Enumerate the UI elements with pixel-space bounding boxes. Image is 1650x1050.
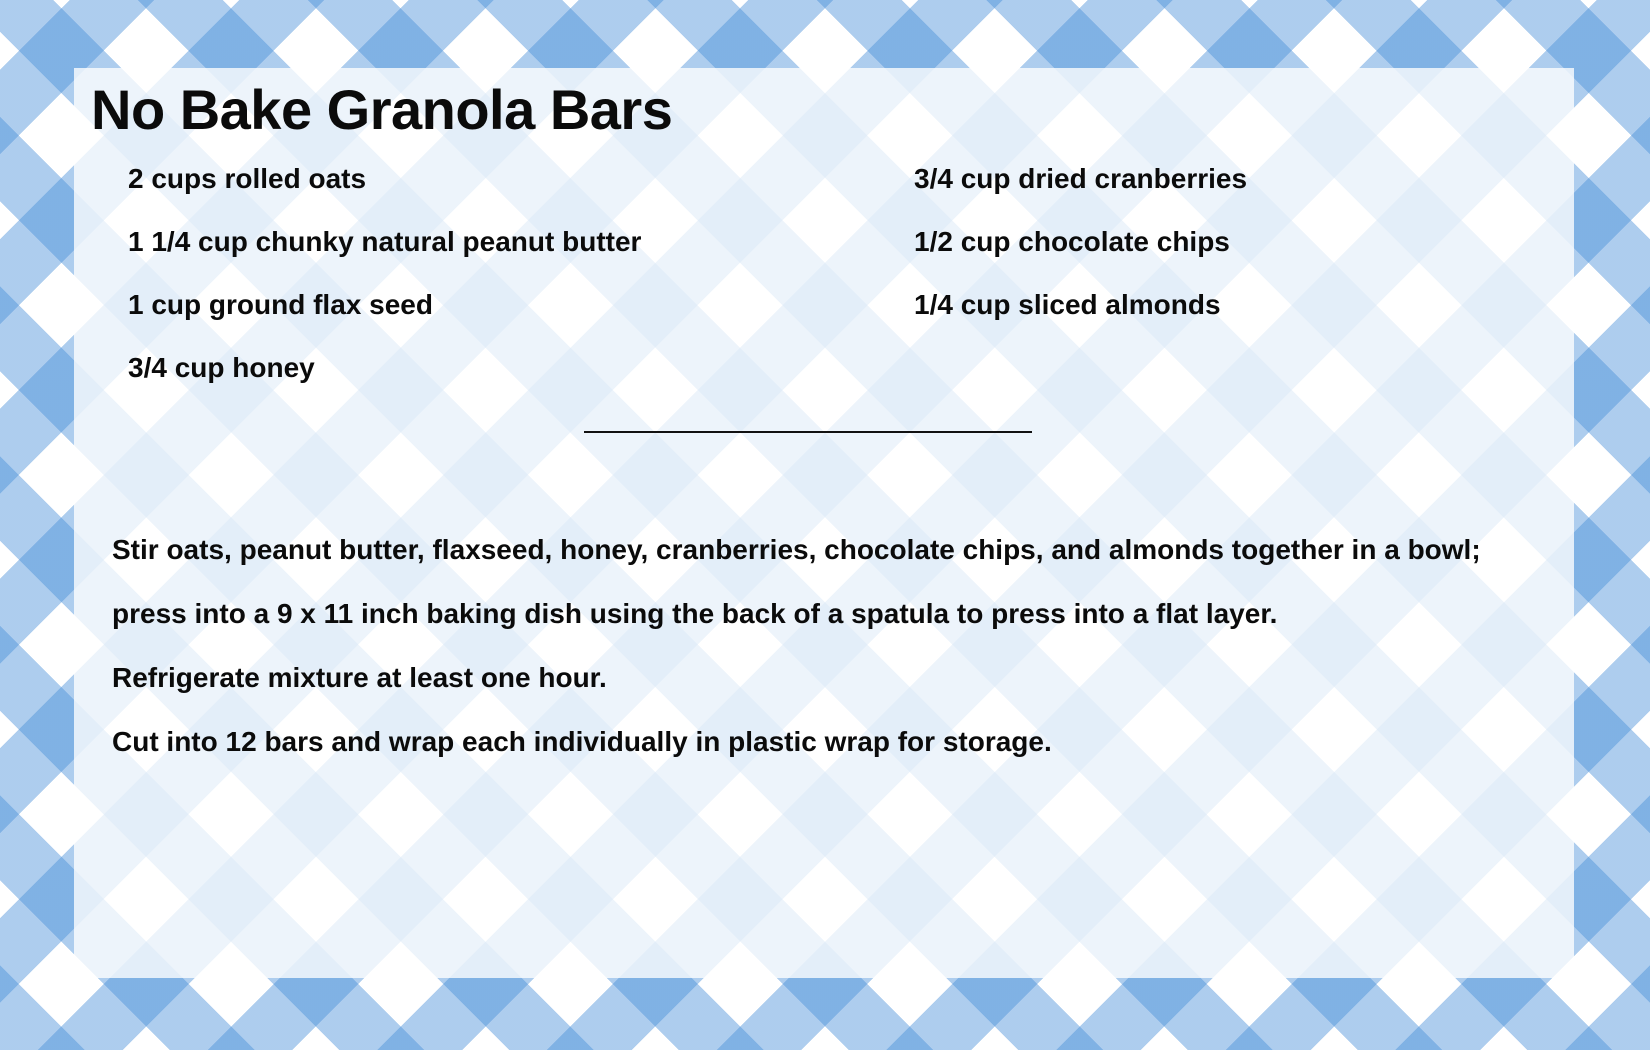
ingredient-item: 3/4 cup dried cranberries (914, 163, 1248, 194)
recipe-title: No Bake Granola Bars (91, 78, 673, 141)
ingredient-item: 1 1/4 cup chunky natural peanut butter (128, 226, 642, 257)
recipe-card (74, 68, 1574, 978)
ingredients-list-right (914, 160, 1247, 349)
direction-line: Stir oats, peanut butter, flaxseed, honey, cranberries, chocolate chips, and almonds together in a bowl; (112, 534, 1481, 565)
section-divider (584, 431, 1032, 433)
ingredients-list-left (128, 160, 641, 412)
ingredient-item: 2 cups rolled oats (128, 163, 367, 194)
ingredient-item: 1/2 cup chocolate chips (914, 226, 1230, 257)
ingredient-item: 3/4 cup honey (128, 352, 315, 383)
direction-line: press into a 9 x 11 inch baking dish using the back of a spatula to press into a flat layer. (112, 598, 1278, 629)
ingredient-item: 1/4 cup sliced almonds (914, 289, 1221, 320)
directions-list (112, 531, 1481, 787)
direction-line: Refrigerate mixture at least one hour. (112, 662, 607, 693)
ingredient-item: 1 cup ground flax seed (128, 289, 433, 320)
direction-line: Cut into 12 bars and wrap each individually in plastic wrap for storage. (112, 726, 1052, 757)
